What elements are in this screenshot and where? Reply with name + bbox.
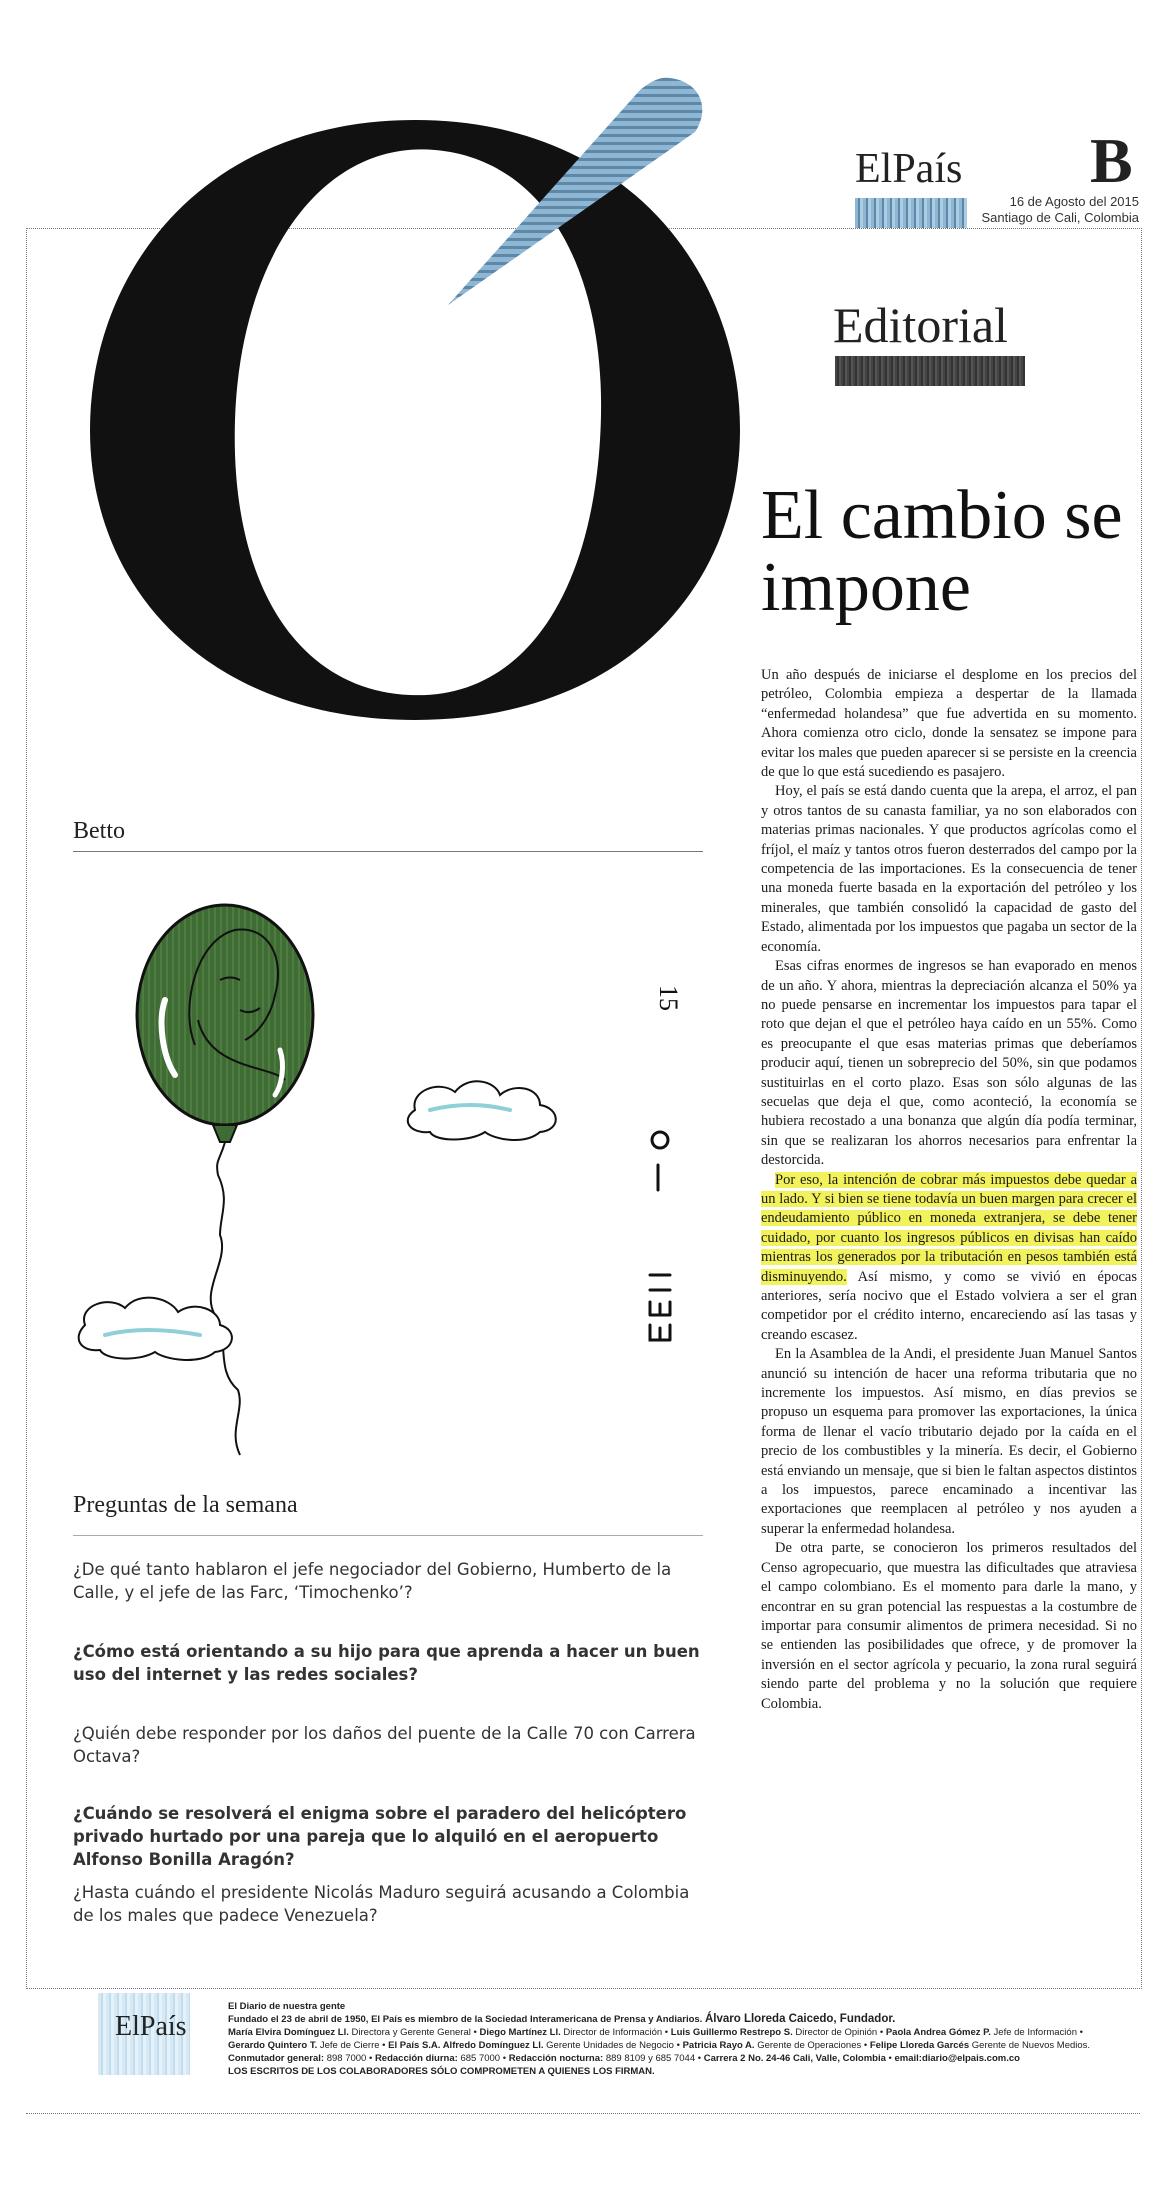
article-headline: El cambio se impone <box>761 477 1123 626</box>
contact-label: Redacción diurna: <box>374 2053 458 2064</box>
contact-value: 889 8109 y 685 7044 <box>605 2053 696 2064</box>
staff-name: Gerardo Quintero T. <box>228 2040 318 2051</box>
footer-founded: Fundado el 23 de abril de 1950, El País es miembro de la Sociedad Interamericana de Prensa y Andiarios. <box>228 2014 703 2025</box>
staff-name: María Elvira Domínguez Ll. <box>228 2027 349 2038</box>
staff-role: Directora y Gerente General <box>351 2027 471 2038</box>
footer-tagline: El Diario de nuestra gente <box>228 2001 346 2012</box>
accent-drop-graphic <box>440 70 720 320</box>
footer-credits: El Diario de nuestra gente Fundado el 23 de abril de 1950, El País es miembro de la Sociedad Interamericana de Prensa y Andiarios. Álvaro Lloreda Caicedo, Fundador. María Elvira Domínguez Ll. Directora y Gerente General • Diego Martínez Ll. Director de Información • Luis Guillermo Restrepo S. Director de Opinión • Paola Andrea Gómez P. Jefe de Información • Gerardo Quintero T. Jefe de Cierre • El País S.A. Alfredo Domínguez Ll. Gerente Unidades de Negocio • Patricia Rayo A. Gerente de Operaciones • Felipe Lloreda Garcés Gerente de Nuevos Medios. Conmutador general: 898 7000 • Redacción diurna: 685 7000 • Redacción nocturna: 889 8109 y 685 7044 • Carrera 2 No. 24-46 Cali, Valle, Colombia • email:diario@elpais.com.co LOS ESCRITOS DE LOS COLABORADORES SÓLO COMPROMETEN A QUIENES LOS FIRMAN. <box>228 2001 1091 2077</box>
staff-role: Gerente Unidades de Negocio <box>546 2040 674 2051</box>
questions-title: Preguntas de la semana <box>73 1492 298 1518</box>
masthead-logo: ElPaís <box>855 146 963 192</box>
contact-address: Carrera 2 No. 24-46 Cali, Valle, Colombia <box>703 2053 886 2064</box>
article-paragraph: En la Asamblea de la Andi, el presidente Juan Manuel Santos anunció su intención de hacer una reforma tributaria que no incremente los impuestos. Así mismo, en días previos se propuso un esquema para promover las exportaciones, la única forma de llenar el vacío tributario dejado por la caída en el precio de los combustibles y la minería. Es decir, el Gobierno está enviando un mensaje, que si bien le faltan aspectos distintos a los impuestos, parece encaminado a incentivar las exportaciones que reemplacen al petróleo y nos ayuden a superar la enfermedad holandesa. <box>761 1346 1137 1537</box>
question-item: ¿De qué tanto hablaron el jefe negociador del Gobierno, Humberto de la Calle, y el jefe de las Farc, ‘Timochenko’? <box>73 1560 672 1602</box>
staff-name: Diego Martínez Ll. <box>479 2027 561 2038</box>
staff-name: Paola Andrea Gómez P. <box>885 2027 991 2038</box>
cloud-icon <box>408 1081 556 1140</box>
cartoon-rule <box>73 851 703 852</box>
contact-value: 898 7000 <box>326 2053 367 2064</box>
paragraph-continuation: Así mismo, y como se vivió en épocas anteriores, sería nocivo que el Estado volviera a ser el gran competidor por el crédito interno, encareciendo así las tasas y creando escasez. <box>761 1268 1137 1343</box>
footer-disclaimer: LOS ESCRITOS DE LOS COLABORADORES SÓLO COMPROMETEN A QUIENES LOS FIRMAN. <box>228 2066 655 2077</box>
footer-logo: ElPaís <box>115 2011 187 2042</box>
question-item: ¿Hasta cuándo el presidente Nicolás Maduro seguirá acusando a Colombia de los males que padece Venezuela? <box>73 1883 690 1925</box>
place-text: Santiago de Cali, Colombia <box>981 210 1139 225</box>
cartoon-year-mark: 15 <box>654 985 683 1011</box>
staff-name: El País S.A. Alfredo Domínguez Ll. <box>388 2040 544 2051</box>
article-paragraph <box>761 1171 1137 1346</box>
question-item: ¿Cuándo se resolverá el enigma sobre el paradero del helicóptero privado hurtado por una pareja que lo alquiló en el aeropuerto Alfonso Bonilla Aragón? <box>73 1804 687 1869</box>
article-paragraph: De otra parte, se conocieron los primeros resultados del Censo agropecuario, que muestra las dificultades que atraviesa el campo colombiano. Es el momento para darle la mano, y encontrar en su gran potencial las respuestas a la costumbre de importar para consumir alimentos de primera necesidad. Si no se entienden las posibilidades que ofrece, y de promover la inversión en el sector agrícola y pecuario, la zona rural seguirá siendo parte del problema y no la solución que requiere Colombia. <box>761 1540 1137 1712</box>
staff-name: Luis Guillermo Restrepo S. <box>670 2027 793 2038</box>
contact-label: Redacción nocturna: <box>508 2053 604 2064</box>
staff-name: Felipe Lloreda Garcés <box>869 2040 970 2051</box>
staff-role: Gerente de Operaciones <box>757 2040 862 2051</box>
staff-role: Jefe de Cierre <box>319 2040 380 2051</box>
dateline <box>981 194 1139 226</box>
contact-email[interactable]: email:diario@elpais.com.co <box>894 2053 1020 2064</box>
staff-role: Gerente de Nuevos Medios. <box>971 2040 1091 2051</box>
question-item: ¿Cómo está orientando a su hijo para que aprenda a hacer un buen uso del internet y las redes sociales? <box>73 1642 700 1684</box>
article-paragraph: Un año después de iniciarse el desplome en los precios del petróleo, Colombia empieza a despertar de la llamada “enfermedad holandesa” que fue advertida en su momento. Ahora comienza otro ciclo, donde la sensatez se impone para evitar los males que pueden aparecer si se persiste en la creencia de que lo que está sucediendo es pasajero. <box>761 667 1137 781</box>
article-paragraph: Esas cifras enormes de ingresos se han evaporado en menos de un año. Y ahora, mientras la depreciación alcanza el 50% ya no puede pensarse en incrementar los impuestos para tapar el roto que dejan el que el petróleo haya caído en un 55%. Como es preocupante el que esas materias primas que deberíamos producir aquí, tienen un sobreprecio del 50%, sin que podamos sustituirlas en el corto plazo. Esas son sólo algunas de las secuelas que deja el que, como aconteció, la economía se hubiera recostado a una bonanza que algún día podía terminar, sin que se realizaran los ahorros necesarios para enfrentar la destorcida. <box>761 958 1137 1169</box>
balloon-icon <box>137 905 313 1455</box>
questions-rule <box>73 1535 703 1536</box>
section-title-bar <box>835 356 1025 386</box>
question-item: ¿Quién debe responder por los daños del puente de la Calle 70 con Carrera Octava? <box>73 1724 696 1766</box>
staff-role: Director de Opinión <box>795 2027 878 2038</box>
footer-founder: Álvaro Lloreda Caicedo, Fundador. <box>704 2013 896 2025</box>
balloon-cartoon <box>70 870 710 1470</box>
artist-signature <box>650 1132 670 1340</box>
contact-label: Conmutador general: <box>228 2053 325 2064</box>
cloud-icon <box>79 1298 232 1360</box>
staff-name: Patricia Rayo A. <box>682 2040 755 2051</box>
staff-role: Jefe de Información <box>993 2027 1077 2038</box>
date-text: 16 de Agosto del 2015 <box>1009 194 1139 209</box>
article-paragraph: Hoy, el país se está dando cuenta que la arepa, el arroz, el pan y otros tantos de su canasta familiar, ya no son elaborados con materias primas nacionales. Y que productos agrícolas como el fríjol, el maíz y tantos otros fueron desterrados del campo por la competencia de las importaciones. Es la consecuencia de tener una moneda fuerte basada en la exportación del petróleo y los minerales, que también consolidó la capacidad de gasto del Estado, alimentada por los impuestos que pagaba un sector de la economía. <box>761 783 1137 955</box>
section-title: Editorial <box>833 297 1008 353</box>
section-letter: B <box>1090 125 1133 196</box>
cartoon-label: Betto <box>73 818 125 844</box>
frame-bottom-rule <box>26 1988 1140 1989</box>
masthead-color-bar <box>855 198 967 228</box>
highlighted-text: Por eso, la intención de cobrar más impuestos debe quedar a un lado. Y si bien se tiene todavía un buen margen para crecer el endeudamiento público en moneda extranjera, se debe tener cuidado, por cuanto los ingresos públicos en divisas han caído mientras los generados por la tributación en pesos también está disminuyendo. <box>761 1171 1137 1285</box>
article-body <box>761 666 1137 1714</box>
contact-value: 685 7000 <box>460 2053 501 2064</box>
staff-role: Director de Información <box>563 2027 663 2038</box>
page-bottom-rule <box>26 2113 1140 2114</box>
